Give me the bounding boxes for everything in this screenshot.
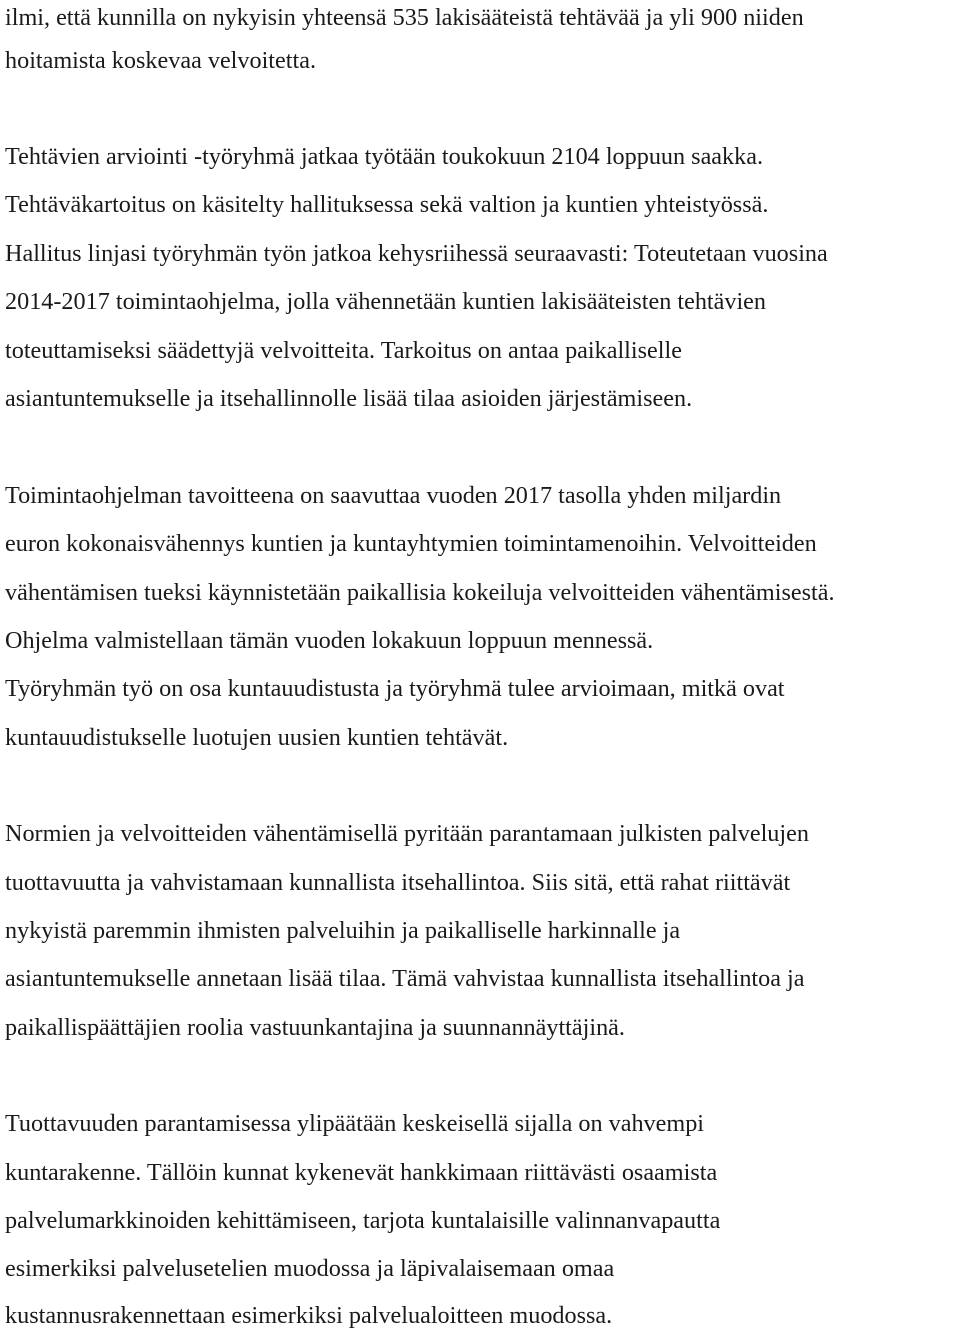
text-line: Tehtäväkartoitus on käsitelty hallituksessa sekä valtion ja kuntien yhteistyössä. xyxy=(5,191,769,218)
text-line: vähentämisen tueksi käynnistetään paikallisia kokeiluja velvoitteiden vähentämisestä. xyxy=(5,579,835,606)
text-line: kuntarakenne. Tällöin kunnat kykenevät hankkimaan riittävästi osaamista xyxy=(5,1159,718,1186)
text-line: asiantuntemukselle annetaan lisää tilaa. Tämä vahvistaa kunnallista itsehallintoa ja xyxy=(5,965,805,992)
text-line: ilmi, että kunnilla on nykyisin yhteensä 535 lakisääteistä tehtävää ja yli 900 niiden xyxy=(5,4,804,31)
text-line: kustannusrakennettaan esimerkiksi palvelualoitteen muodossa. xyxy=(5,1302,613,1329)
text-line: nykyistä paremmin ihmisten palveluihin ja paikalliselle harkinnalle ja xyxy=(5,917,681,944)
text-line: Normien ja velvoitteiden vähentämisellä pyritään parantamaan julkisten palvelujen xyxy=(5,820,809,847)
text-line: Toimintaohjelman tavoitteena on saavuttaa vuoden 2017 tasolla yhden miljardin xyxy=(5,482,782,509)
text-line: paikallispäättäjien roolia vastuunkantajina ja suunnannäyttäjinä. xyxy=(5,1014,625,1041)
text-line: palvelumarkkinoiden kehittämiseen, tarjota kuntalaisille valinnanvapautta xyxy=(5,1207,721,1234)
text-line: euron kokonaisvähennys kuntien ja kuntayhtymien toimintamenoihin. Velvoitteiden xyxy=(5,530,817,557)
text-line: hoitamista koskevaa velvoitetta. xyxy=(5,47,316,74)
text-line: Tehtävien arviointi -työryhmä jatkaa työtään toukokuun 2104 loppuun saakka. xyxy=(5,143,764,170)
text-line: esimerkiksi palvelusetelien muodossa ja läpivalaisemaan omaa xyxy=(5,1255,615,1282)
text-line: Työryhmän työ on osa kuntauudistusta ja työryhmä tulee arvioimaan, mitkä ovat xyxy=(5,675,785,702)
text-line: Tuottavuuden parantamisessa ylipäätään keskeisellä sijalla on vahvempi xyxy=(5,1110,705,1137)
text-line: Ohjelma valmistellaan tämän vuoden lokakuun loppuun mennessä. xyxy=(5,627,654,654)
text-line: 2014-2017 toimintaohjelma, jolla vähennetään kuntien lakisääteisten tehtävien xyxy=(5,288,767,315)
text-line: kuntauudistukselle luotujen uusien kuntien tehtävät. xyxy=(5,724,509,751)
text-line: toteuttamiseksi säädettyjä velvoitteita. Tarkoitus on antaa paikalliselle xyxy=(5,337,682,364)
text-line: Hallitus linjasi työryhmän työn jatkoa kehysriihessä seuraavasti: Toteutetaan vuosina xyxy=(5,240,828,267)
text-line: asiantuntemukselle ja itsehallinnolle lisää tilaa asioiden järjestämiseen. xyxy=(5,385,693,412)
text-line: tuottavuutta ja vahvistamaan kunnallista itsehallintoa. Siis sitä, että rahat riittävät xyxy=(5,869,791,896)
